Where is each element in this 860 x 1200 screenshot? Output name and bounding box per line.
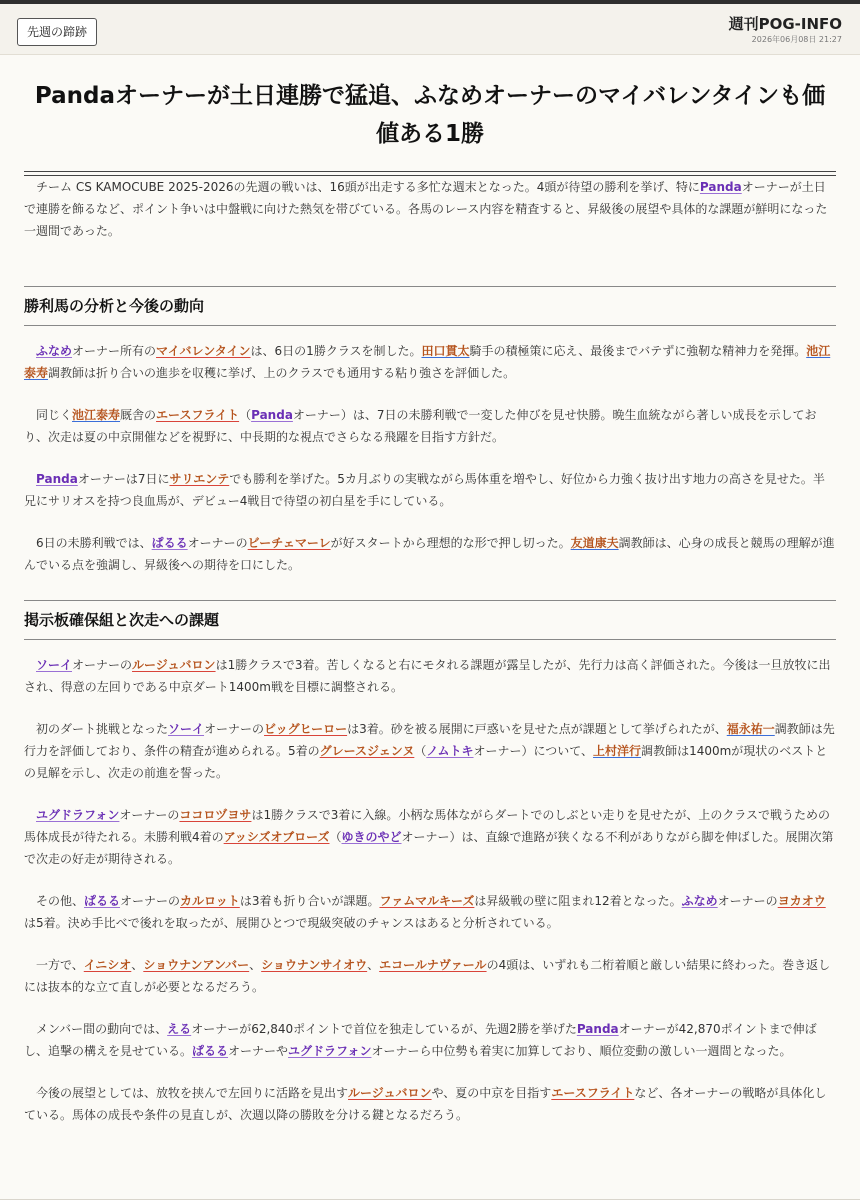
article-paragraph: メンバー間の動向では、えるオーナーが62,840ポイントで首位を独走しているが、先週2勝を挙げたPandaオーナーが42,870ポイントまで伸ばし、追撃の構えを見せている。ぱるるオーナーやユグドラフォンオーナーら中位勢も着実に加算しており、順位変動の激しい一週間となった。 xyxy=(24,1022,817,1058)
owner-link[interactable]: Panda xyxy=(699,180,742,194)
brand-block xyxy=(729,15,842,45)
article-paragraph: 同じく池江泰寿厩舎のエースフライト（Pandaオーナー）は、7日の未勝利戦で一変した伸びを見せ快勝。晩生血統ながら著しい成長を示しており、次走は夏の中京開催などを視野に、中長期的な視点でさらなる飛躍を目指す方針だ。 xyxy=(24,408,817,444)
article-paragraph: 初のダート挑戦となったソーイオーナーのビッグヒーローは3着。砂を被る展開に戸惑いを見せた点が課題として挙げられたが、福永祐一調教師は先行力を評価しており、条件の精査が進められる。5着のグレースジェンヌ（ノムトキオーナー）について、上村洋行調教師は1400mが現状のベストとの見解を示し、次走の前進を誓った。 xyxy=(24,722,835,780)
owner-link[interactable]: ソーイ xyxy=(168,722,205,736)
owner-link[interactable]: Panda xyxy=(576,1022,619,1036)
horse-link[interactable]: グレースジェンヌ xyxy=(319,744,415,758)
horse-link[interactable]: ショウナンサイオウ xyxy=(261,958,368,972)
horse-link[interactable]: ファムマルキーズ xyxy=(379,894,475,908)
article-body xyxy=(0,176,860,1126)
article-paragraph: ユグドラフォンオーナーのココロヅヨサは1勝クラスで3着に入線。小柄な馬体ながらダートでのしぶとい走りを見せたが、上のクラスで戦うための馬体成長が待たれる。未勝利戦4着のアッシズオブローズ（ゆきのやどオーナー）は、直線で進路が狭くなる不利がありながら脚を伸ばした。展開次第で次走の好走が期待される。 xyxy=(24,808,834,866)
horse-link[interactable]: マイバレンタイン xyxy=(156,344,251,358)
intro-paragraph: チーム CS KAMOCUBE 2025-2026の先週の戦いは、16頭が出走する多忙な週末となった。4頭が待望の勝利を挙げ、特にPandaオーナーが土日で連勝を飾るなど、ポイント争いは中盤戦に向けた熱気を帯びている。各馬のレース内容を精査すると、昇級後の展望や具体的な課題が鮮明になった一週間であった。 xyxy=(24,180,828,238)
article-paragraph: ソーイオーナーのルージュバロンは1勝クラスで3着。苦しくなると右にモタれる課題が露呈したが、先行力は高く評価された。今後は一旦放牧に出され、得意の左回りである中京ダート1400m戦を目標に調整される。 xyxy=(24,658,831,694)
brand-title: 週刊POG-INFO xyxy=(728,15,842,33)
horse-link[interactable]: ショウナンアンバー xyxy=(143,958,250,972)
publish-date: 2026年06月08日 21:27 xyxy=(751,35,842,44)
article-paragraph: 一方で、イニシオ、ショウナンアンバー、ショウナンサイオウ、エコールナヴァールの4頭は、いずれも二桁着順と厳しい結果に終わった。巻き返しには抜本的な立て直しが必要となるだろう。 xyxy=(24,958,831,994)
section-winners xyxy=(24,326,836,576)
horse-link[interactable]: エースフライト xyxy=(551,1086,635,1100)
last-week-button[interactable]: 先週の蹄跡 xyxy=(17,18,97,46)
person-link[interactable]: 田口貫太 xyxy=(421,344,470,358)
article-paragraph: 6日の未勝利戦では、ぱるるオーナーのビーチェマーレが好スタートから理想的な形で押し切った。友道康夫調教師は、心身の成長と競馬の理解が進んでいる点を強調し、昇級後への期待を口にした。 xyxy=(24,536,835,572)
horse-link[interactable]: エコールナヴァール xyxy=(379,958,487,972)
article-paragraph: ふなめオーナー所有のマイバレンタインは、6日の1勝クラスを制した。田口貫太騎手の積極策に応え、最後までバテずに強靭な精神力を発揮。池江泰寿調教師は折り合いの進歩を収穫に挙げ、上のクラスでも通用する粘り強さを評価した。 xyxy=(24,344,831,380)
page-header xyxy=(0,4,860,55)
owner-link[interactable]: Panda xyxy=(251,408,293,422)
article-paragraph: Pandaオーナーは7日にサリエンテでも勝利を挙げた。5カ月ぶりの実戦ながら馬体重を増やし、好位から力強く抜け出す地力の高さを見せた。半兄にサリオスを持つ良血馬が、デビュー4戦目で待望の初白星を手にしている。 xyxy=(24,472,825,508)
article-paragraph: 今後の展望としては、放牧を挟んで左回りに活路を見出すルージュバロンや、夏の中京を目指すエースフライトなど、各オーナーの戦略が具体化している。馬体の成長や条件の見直しが、次週以降の勝敗を分ける鍵となるだろう。 xyxy=(24,1086,827,1122)
horse-link[interactable]: ココロヅヨサ xyxy=(179,808,252,822)
horse-link[interactable]: ビッグヒーロー xyxy=(264,722,348,736)
person-link[interactable]: 池江泰寿 xyxy=(72,408,121,422)
section-heading-winners: 勝利馬の分析と今後の動向 xyxy=(24,297,205,315)
person-link[interactable]: 友道康夫 xyxy=(570,536,619,550)
owner-link[interactable]: Panda xyxy=(36,472,78,486)
horse-link[interactable]: ルージュバロン xyxy=(132,658,216,672)
person-link[interactable]: 池江泰寿 xyxy=(24,344,831,380)
horse-link[interactable]: イニシオ xyxy=(83,958,132,972)
section-heading-placed: 掲示板確保組と次走への課題 xyxy=(24,611,220,629)
horse-link[interactable]: アッシズオブローズ xyxy=(223,830,330,844)
owner-link[interactable]: ぱるる xyxy=(151,536,188,550)
owner-link[interactable]: ユグドラフォン xyxy=(288,1044,372,1058)
horse-link[interactable]: カルロット xyxy=(180,894,240,908)
horse-link[interactable]: ビーチェマーレ xyxy=(247,536,331,550)
owner-link[interactable]: ふなめ xyxy=(681,894,718,908)
person-link[interactable]: 上村洋行 xyxy=(593,744,642,758)
owner-link[interactable]: える xyxy=(167,1022,192,1036)
horse-link[interactable]: ルージュバロン xyxy=(348,1086,432,1100)
article-paragraph: その他、ぱるるオーナーのカルロットは3着も折り合いが課題。ファムマルキーズは昇級戦の壁に阻まれ12着となった。ふなめオーナーのヨカオウは5着。決め手比べで後れを取ったが、展開ひとつで現級突破のチャンスはあると分析されている。 xyxy=(24,894,826,930)
person-link[interactable]: 福永祐一 xyxy=(726,722,775,736)
horse-link[interactable]: ヨカオウ xyxy=(777,894,826,908)
horse-link[interactable]: サリエンテ xyxy=(169,472,230,486)
owner-link[interactable]: ゆきのやど xyxy=(341,830,402,844)
article-headline: Pandaオーナーが土日連勝で猛追、ふなめオーナーのマイバレンタインも価値ある1勝 xyxy=(34,83,826,147)
owner-link[interactable]: ぱるる xyxy=(192,1044,229,1058)
owner-link[interactable]: ノムトキ xyxy=(426,744,474,758)
owner-link[interactable]: ユグドラフォン xyxy=(36,808,120,822)
horse-link[interactable]: エースフライト xyxy=(156,408,240,422)
owner-link[interactable]: ソーイ xyxy=(36,658,73,672)
owner-link[interactable]: ぱるる xyxy=(84,894,121,908)
section-placed xyxy=(24,640,836,1126)
owner-link[interactable]: ふなめ xyxy=(36,344,73,358)
